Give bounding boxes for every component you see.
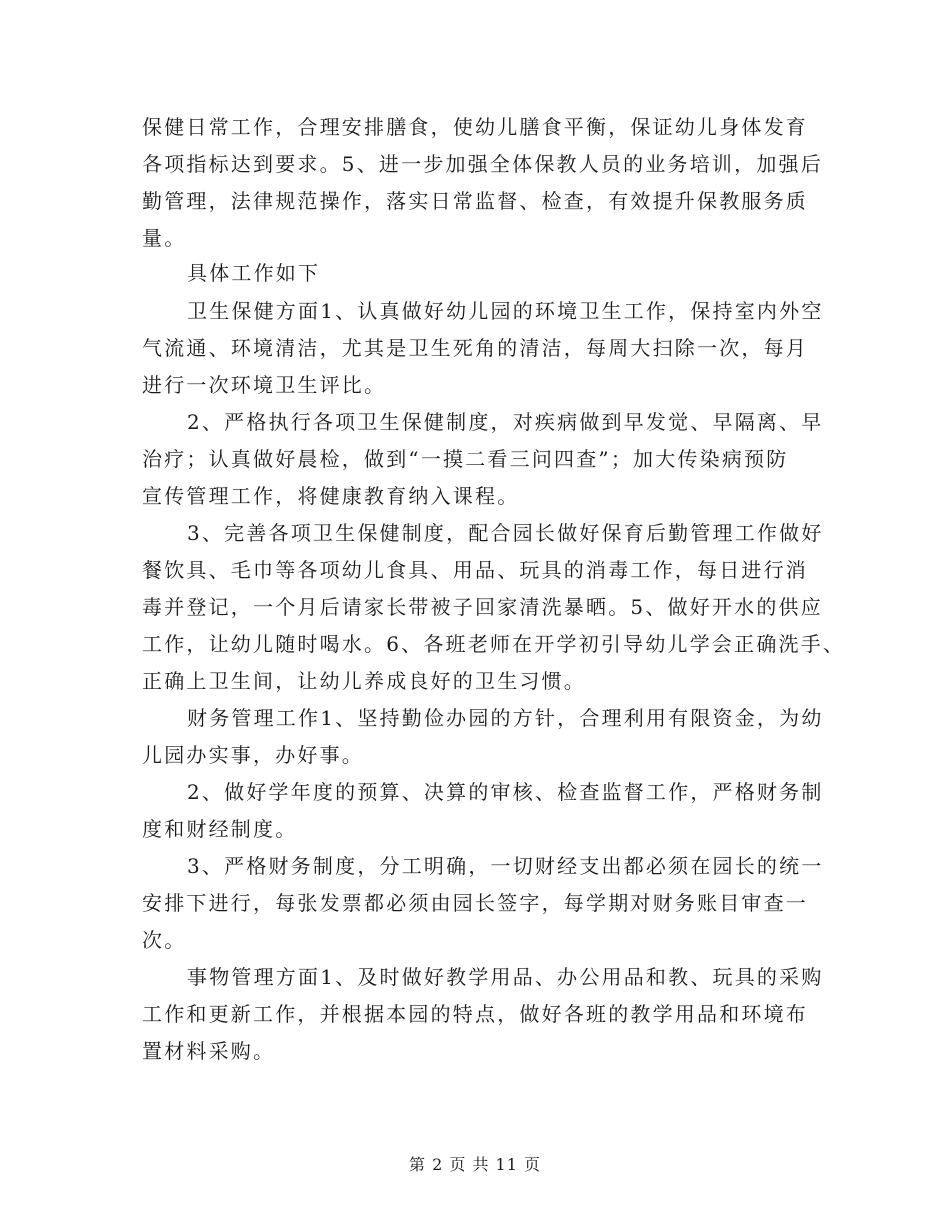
- text-line: 治疗；认真做好晨检，做到“一摸二看三问四查”；加大传染病预防: [142, 447, 789, 471]
- paragraph-start: 2、做好学年度的预算、决算的审核、检查监督工作，严格财务制: [187, 780, 824, 804]
- text-line: 各项指标达到要求。5、进一步加强全体保教人员的业务培训，加强后: [142, 152, 823, 176]
- paragraph-start: 3、完善各项卫生保健制度，配合园长做好保育后勤管理工作做好: [187, 521, 824, 545]
- text-line: 进行一次环境卫生评比。: [142, 373, 387, 397]
- section-heading: 具体工作如下: [187, 261, 321, 285]
- text-line: 置材料采购。: [142, 1039, 276, 1063]
- text-line: 安排下进行，每张发票都必须由园长签字，每学期对财务账目审查一: [142, 891, 808, 915]
- text-line: 气流通、环境清洁，尤其是卫生死角的清洁，每周大扫除一次，每月: [142, 336, 808, 360]
- text-line: 度和财经制度。: [142, 817, 298, 841]
- paragraph-start: 卫生保健方面1、认真做好幼儿园的环境卫生工作，保持室内外空: [187, 299, 824, 323]
- text-line: 儿园办实事，办好事。: [142, 743, 364, 767]
- paragraph-start: 事物管理方面1、及时做好教学用品、办公用品和教、玩具的采购: [187, 965, 824, 989]
- paragraph-start: 财务管理工作1、坚持勤俭办园的方针，合理利用有限资金，为幼: [187, 706, 824, 730]
- paragraph-start: 2、严格执行各项卫生保健制度，对疾病做到早发觉、早隔离、早: [187, 410, 824, 434]
- text-line: 宣传管理工作，将健康教育纳入课程。: [142, 484, 520, 508]
- page-number-footer: 第 2 页 共 11 页: [409, 1155, 541, 1174]
- text-line: 毒并登记，一个月后请家长带被子回家清洗暴晒。5、做好开水的供应: [142, 595, 823, 619]
- text-line: 工作，让幼儿随时喝水。6、各班老师在开学初引导幼儿学会正确洗手、: [142, 632, 846, 656]
- text-line: 工作和更新工作，并根据本园的特点，做好各班的教学用品和环境布: [142, 1002, 808, 1026]
- text-line: 勤管理，法律规范操作，落实日常监督、检查，有效提升保教服务质: [142, 189, 808, 213]
- text-line: 次。: [142, 928, 187, 952]
- text-line: 保健日常工作，合理安排膳食，使幼儿膳食平衡，保证幼儿身体发育: [142, 115, 808, 139]
- paragraph-start: 3、严格财务制度，分工明确，一切财经支出都必须在园长的统一: [187, 854, 824, 878]
- text-line: 餐饮具、毛巾等各项幼儿食具、用品、玩具的消毒工作，每日进行消: [142, 558, 808, 582]
- text-line: 正确上卫生间，让幼儿养成良好的卫生习惯。: [142, 669, 586, 693]
- text-line: 量。: [142, 226, 187, 250]
